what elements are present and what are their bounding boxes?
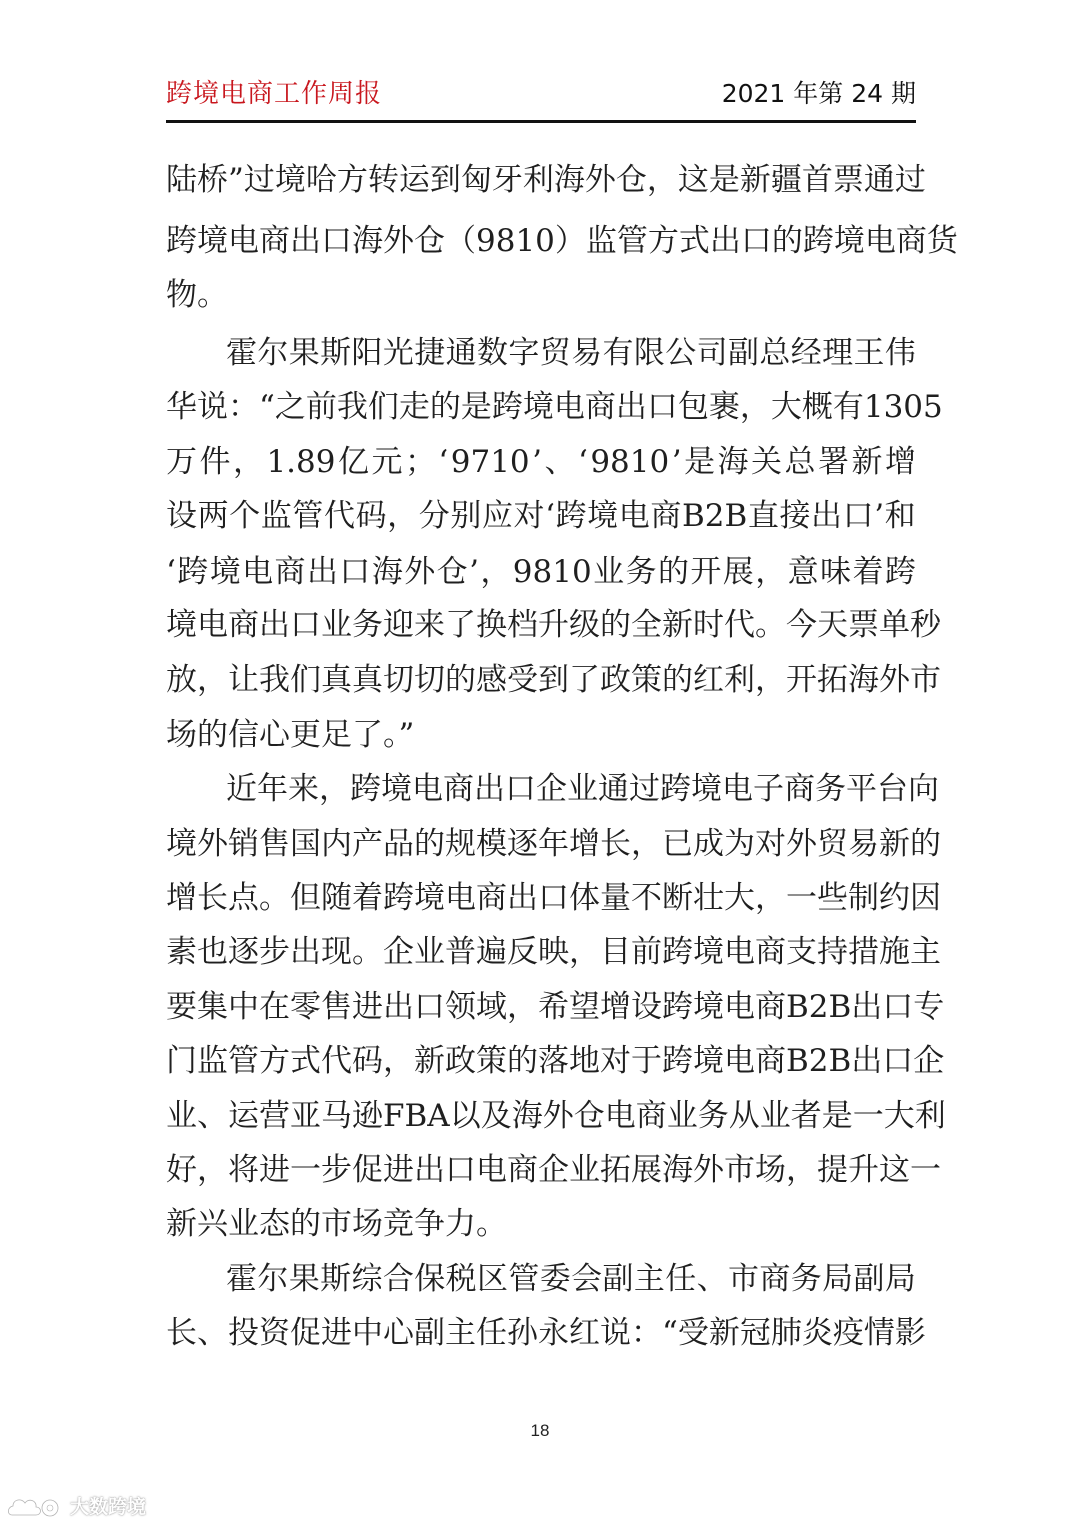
body-line: 设 两 个 监 管 代 码 ， 分 别 应 对 ‘ 跨 境 电 商 B2B 直 接 出 口 ’ 和: [166, 498, 916, 534]
body-line: 要 集 中 在 零 售 进 出 口 领 域 ， 希 望 增 设 跨 境 电 商 B2B 出 口 专: [166, 989, 945, 1025]
body-line: 霍 尔 果 斯 阳 光 捷 通 数 字 贸 易 有 限 公 司 副 总 经 理 王 伟: [226, 335, 916, 371]
issue-number: 2021 年第 24 期: [721, 79, 916, 108]
body-line: 增 长 点 。 但 随 着 跨 境 电 商 出 口 体 量 不 断 壮 大 ， 一 些 制 约 因: [166, 880, 941, 916]
page-header: [166, 74, 916, 114]
body-line: 场的信心更足了。”: [166, 717, 415, 753]
body-line: ‘ 跨 境 电 商 出 口 海 外 仓 ’ ， 9810 业 务 的 开 展 ， 意 味 着 跨: [166, 554, 916, 590]
body-line: 近 年 来 ， 跨 境 电 商 出 口 企 业 通 过 跨 境 电 子 商 务 平 台 向: [226, 771, 939, 807]
body-line: 门 监 管 方 式 代 码 ， 新 政 策 的 落 地 对 于 跨 境 电 商 B2B 出 口 企: [166, 1043, 945, 1079]
body-line: 陆 桥 ” 过 境 哈 方 转 运 到 匈 牙 利 海 外 仓 ， 这 是 新 疆 首 票 通 过: [166, 162, 926, 198]
watermark-text: 大数跨境: [70, 1496, 147, 1518]
header-divider: [166, 120, 916, 123]
body-line: 华 说 ： “ 之 前 我 们 走 的 是 跨 境 电 商 出 口 包 裹 ， 大 概 有 1305: [166, 389, 943, 425]
body-line: 业 、 运 营 亚 马 逊 FBA 以 及 海 外 仓 电 商 业 务 从 业 者 是 一 大 利: [166, 1098, 946, 1134]
cloud-logo-icon: [6, 1493, 64, 1521]
body-line: 素 也 逐 步 出 现 。 企 业 普 遍 反 映 ， 目 前 跨 境 电 商 支 持 措 施 主: [166, 934, 941, 970]
body-line: 新兴业态的市场竞争力。: [166, 1206, 507, 1242]
body-line: 好 ， 将 进 一 步 促 进 出 口 电 商 企 业 拓 展 海 外 市 场 ， 提 升 这 一: [166, 1152, 941, 1188]
newsletter-title: 跨境电商工作周报: [166, 79, 383, 109]
body-line: 放 ， 让 我 们 真 真 切 切 的 感 受 到 了 政 策 的 红 利 ， 开 拓 海 外 市: [166, 662, 941, 698]
body-line: 跨 境 电 商 出 口 海 外 仓 （ 9810 ） 监 管 方 式 出 口 的 跨 境 电 商 货: [166, 223, 958, 259]
body-line: 霍 尔 果 斯 综 合 保 税 区 管 委 会 副 主 任 、 市 商 务 局 副 局: [226, 1261, 916, 1297]
body-line: 境 外 销 售 国 内 产 品 的 规 模 逐 年 增 长 ， 已 成 为 对 外 贸 易 新 的: [166, 826, 941, 862]
page-number: 18: [530, 1421, 550, 1440]
watermark: [6, 1492, 146, 1522]
body-line: 境 电 商 出 口 业 务 迎 来 了 换 档 升 级 的 全 新 时 代 。 今 天 票 单 秒: [166, 607, 941, 643]
body-line: 物。: [166, 277, 228, 313]
body-line: 长 、 投 资 促 进 中 心 副 主 任 孙 永 红 说 ： “ 受 新 冠 肺 炎 疫 情 影: [166, 1315, 926, 1351]
body-line: 万 件 ， 1.89 亿 元 ； ‘ 9710 ’ 、 ‘ 9810 ’ 是 海 关 总 署 新 增: [166, 444, 916, 480]
